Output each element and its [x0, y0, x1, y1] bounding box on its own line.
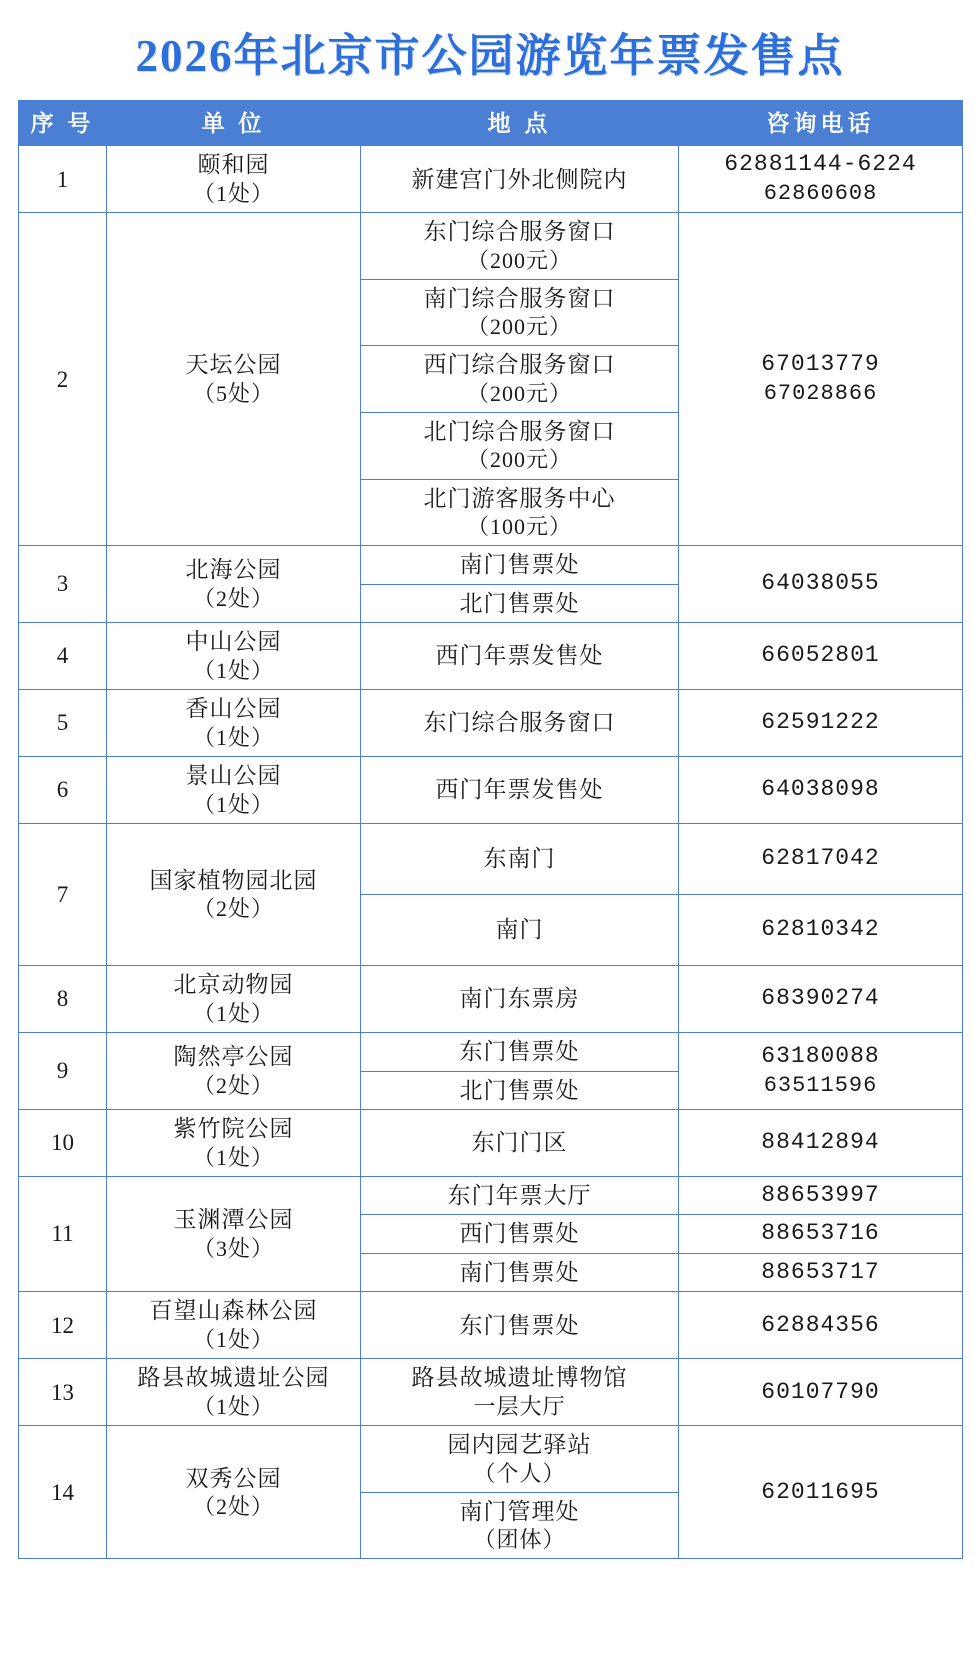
col-header-index: 序 号 — [19, 101, 107, 146]
col-header-place: 地 点 — [361, 101, 679, 146]
cell-tel: 88412894 — [679, 1109, 963, 1176]
cell-tel: 88653716 — [679, 1215, 963, 1253]
cell-tel: 68390274 — [679, 966, 963, 1033]
cell-index: 10 — [19, 1109, 107, 1176]
cell-index: 8 — [19, 966, 107, 1033]
sales-points-table — [18, 100, 963, 1559]
cell-place: 北门售票处 — [361, 1071, 679, 1109]
cell-unit — [107, 146, 361, 213]
tel-line: 63511596 — [763, 1072, 878, 1098]
cell-index: 11 — [19, 1176, 107, 1291]
cell-place: 东门年票大厅 — [361, 1176, 679, 1214]
cell-place: 北门售票处 — [361, 584, 679, 622]
unit-count: （1处） — [192, 1326, 274, 1352]
table-row — [19, 623, 963, 690]
cell-place: 西门年票发售处 — [361, 757, 679, 824]
cell-place — [361, 213, 679, 280]
cell-index: 2 — [19, 213, 107, 546]
table-row — [19, 690, 963, 757]
cell-unit — [107, 1176, 361, 1291]
cell-unit — [107, 824, 361, 966]
cell-place: 新建宫门外北侧院内 — [361, 146, 679, 213]
cell-unit — [107, 1426, 361, 1559]
cell-unit — [107, 757, 361, 824]
cell-place — [361, 479, 679, 546]
place-note: （个人） — [473, 1460, 566, 1486]
unit-name: 北海公园 — [185, 557, 282, 583]
unit-count: （3处） — [192, 1235, 274, 1261]
place-name: 西门综合服务窗口 — [423, 352, 616, 378]
place-name: 路县故城遗址博物馆 — [411, 1365, 628, 1391]
place-note: （100元） — [466, 514, 572, 540]
unit-count: （2处） — [192, 1072, 274, 1098]
table-header — [19, 101, 963, 146]
unit-count: （1处） — [192, 657, 274, 683]
table-row — [19, 824, 963, 895]
unit-name: 陶然亭公园 — [173, 1044, 294, 1070]
unit-count: （1处） — [192, 1000, 274, 1026]
cell-place: 南门售票处 — [361, 546, 679, 584]
table-header-row — [19, 101, 963, 146]
place-name: 园内园艺驿站 — [447, 1432, 592, 1458]
unit-count: （1处） — [192, 791, 274, 817]
unit-name: 北京动物园 — [173, 972, 294, 998]
table-row — [19, 757, 963, 824]
unit-count: （1处） — [192, 180, 274, 206]
unit-name: 双秀公园 — [185, 1465, 282, 1491]
cell-index: 6 — [19, 757, 107, 824]
tel-line: 67028866 — [763, 380, 878, 406]
cell-place — [361, 1359, 679, 1426]
table-row — [19, 1033, 963, 1071]
place-name: 北门游客服务中心 — [423, 485, 616, 511]
cell-tel: 66052801 — [679, 623, 963, 690]
table-row — [19, 1426, 963, 1493]
page-title: 2026年北京市公园游览年票发售点 — [135, 31, 845, 81]
cell-tel: 88653997 — [679, 1176, 963, 1214]
cell-unit — [107, 1292, 361, 1359]
cell-tel: 64038055 — [679, 546, 963, 623]
cell-place: 东门门区 — [361, 1109, 679, 1176]
tel-line: 67013779 — [761, 351, 880, 378]
unit-name: 景山公园 — [185, 763, 282, 789]
cell-place — [361, 413, 679, 480]
cell-unit — [107, 623, 361, 690]
unit-name: 中山公园 — [185, 629, 282, 655]
unit-name: 颐和园 — [197, 152, 270, 178]
cell-place: 西门年票发售处 — [361, 623, 679, 690]
cell-index: 13 — [19, 1359, 107, 1426]
cell-tel — [679, 146, 963, 213]
cell-place: 东门售票处 — [361, 1292, 679, 1359]
cell-place: 东门综合服务窗口 — [361, 690, 679, 757]
cell-place: 东南门 — [361, 824, 679, 895]
col-header-tel: 咨询电话 — [679, 101, 963, 146]
cell-tel — [679, 213, 963, 546]
cell-unit — [107, 690, 361, 757]
cell-index: 7 — [19, 824, 107, 966]
tel-line: 62881144-6224 — [724, 151, 917, 178]
cell-place: 南门售票处 — [361, 1253, 679, 1291]
cell-tel: 62591222 — [679, 690, 963, 757]
place-name: 南门综合服务窗口 — [423, 285, 616, 311]
table-row — [19, 213, 963, 280]
cell-unit — [107, 546, 361, 623]
unit-count: （2处） — [192, 896, 274, 922]
cell-unit — [107, 966, 361, 1033]
place-name: 南门管理处 — [459, 1498, 580, 1524]
cell-index: 9 — [19, 1033, 107, 1110]
cell-tel: 62011695 — [679, 1426, 963, 1559]
cell-index: 4 — [19, 623, 107, 690]
col-header-unit: 单 位 — [107, 101, 361, 146]
cell-place: 南门 — [361, 895, 679, 966]
cell-tel — [679, 1033, 963, 1110]
place-note: 一层大厅 — [473, 1393, 566, 1419]
unit-name: 紫竹院公园 — [173, 1116, 294, 1142]
tel-line: 62860608 — [763, 180, 878, 206]
tel-line: 63180088 — [761, 1043, 880, 1070]
unit-count: （1处） — [192, 724, 274, 750]
unit-name: 天坛公园 — [185, 352, 282, 378]
cell-unit — [107, 213, 361, 546]
unit-name: 玉渊潭公园 — [173, 1207, 294, 1233]
place-note: （200元） — [466, 447, 572, 473]
unit-name: 国家植物园北园 — [149, 867, 318, 893]
unit-name: 百望山森林公园 — [149, 1298, 318, 1324]
cell-tel: 60107790 — [679, 1359, 963, 1426]
unit-count: （2处） — [192, 585, 274, 611]
cell-tel: 64038098 — [679, 757, 963, 824]
cell-tel: 62817042 — [679, 824, 963, 895]
table-row — [19, 146, 963, 213]
table-row — [19, 1292, 963, 1359]
place-note: （团体） — [473, 1527, 566, 1553]
cell-index: 14 — [19, 1426, 107, 1559]
cell-place — [361, 1492, 679, 1559]
cell-place — [361, 1426, 679, 1493]
cell-unit — [107, 1109, 361, 1176]
cell-unit — [107, 1033, 361, 1110]
cell-index: 5 — [19, 690, 107, 757]
cell-unit — [107, 1359, 361, 1426]
unit-name: 路县故城遗址公园 — [137, 1365, 330, 1391]
cell-tel: 88653717 — [679, 1253, 963, 1291]
cell-index: 3 — [19, 546, 107, 623]
place-name: 东门综合服务窗口 — [423, 219, 616, 245]
table-row — [19, 1359, 963, 1426]
place-name: 北门综合服务窗口 — [423, 419, 616, 445]
unit-count: （1处） — [192, 1393, 274, 1419]
unit-count: （5处） — [192, 380, 274, 406]
table-row — [19, 966, 963, 1033]
unit-name: 香山公园 — [185, 696, 282, 722]
table-body — [19, 146, 963, 1559]
cell-tel: 62884356 — [679, 1292, 963, 1359]
cell-place: 南门东票房 — [361, 966, 679, 1033]
cell-index: 12 — [19, 1292, 107, 1359]
cell-index: 1 — [19, 146, 107, 213]
cell-place — [361, 346, 679, 413]
place-note: （200元） — [466, 247, 572, 273]
table-row — [19, 1109, 963, 1176]
place-note: （200元） — [466, 380, 572, 406]
unit-count: （2处） — [192, 1494, 274, 1520]
cell-tel: 62810342 — [679, 895, 963, 966]
cell-place — [361, 279, 679, 346]
cell-place: 西门售票处 — [361, 1215, 679, 1253]
cell-place: 东门售票处 — [361, 1033, 679, 1071]
place-note: （200元） — [466, 314, 572, 340]
unit-count: （1处） — [192, 1144, 274, 1170]
table-row — [19, 1176, 963, 1214]
table-row — [19, 546, 963, 584]
